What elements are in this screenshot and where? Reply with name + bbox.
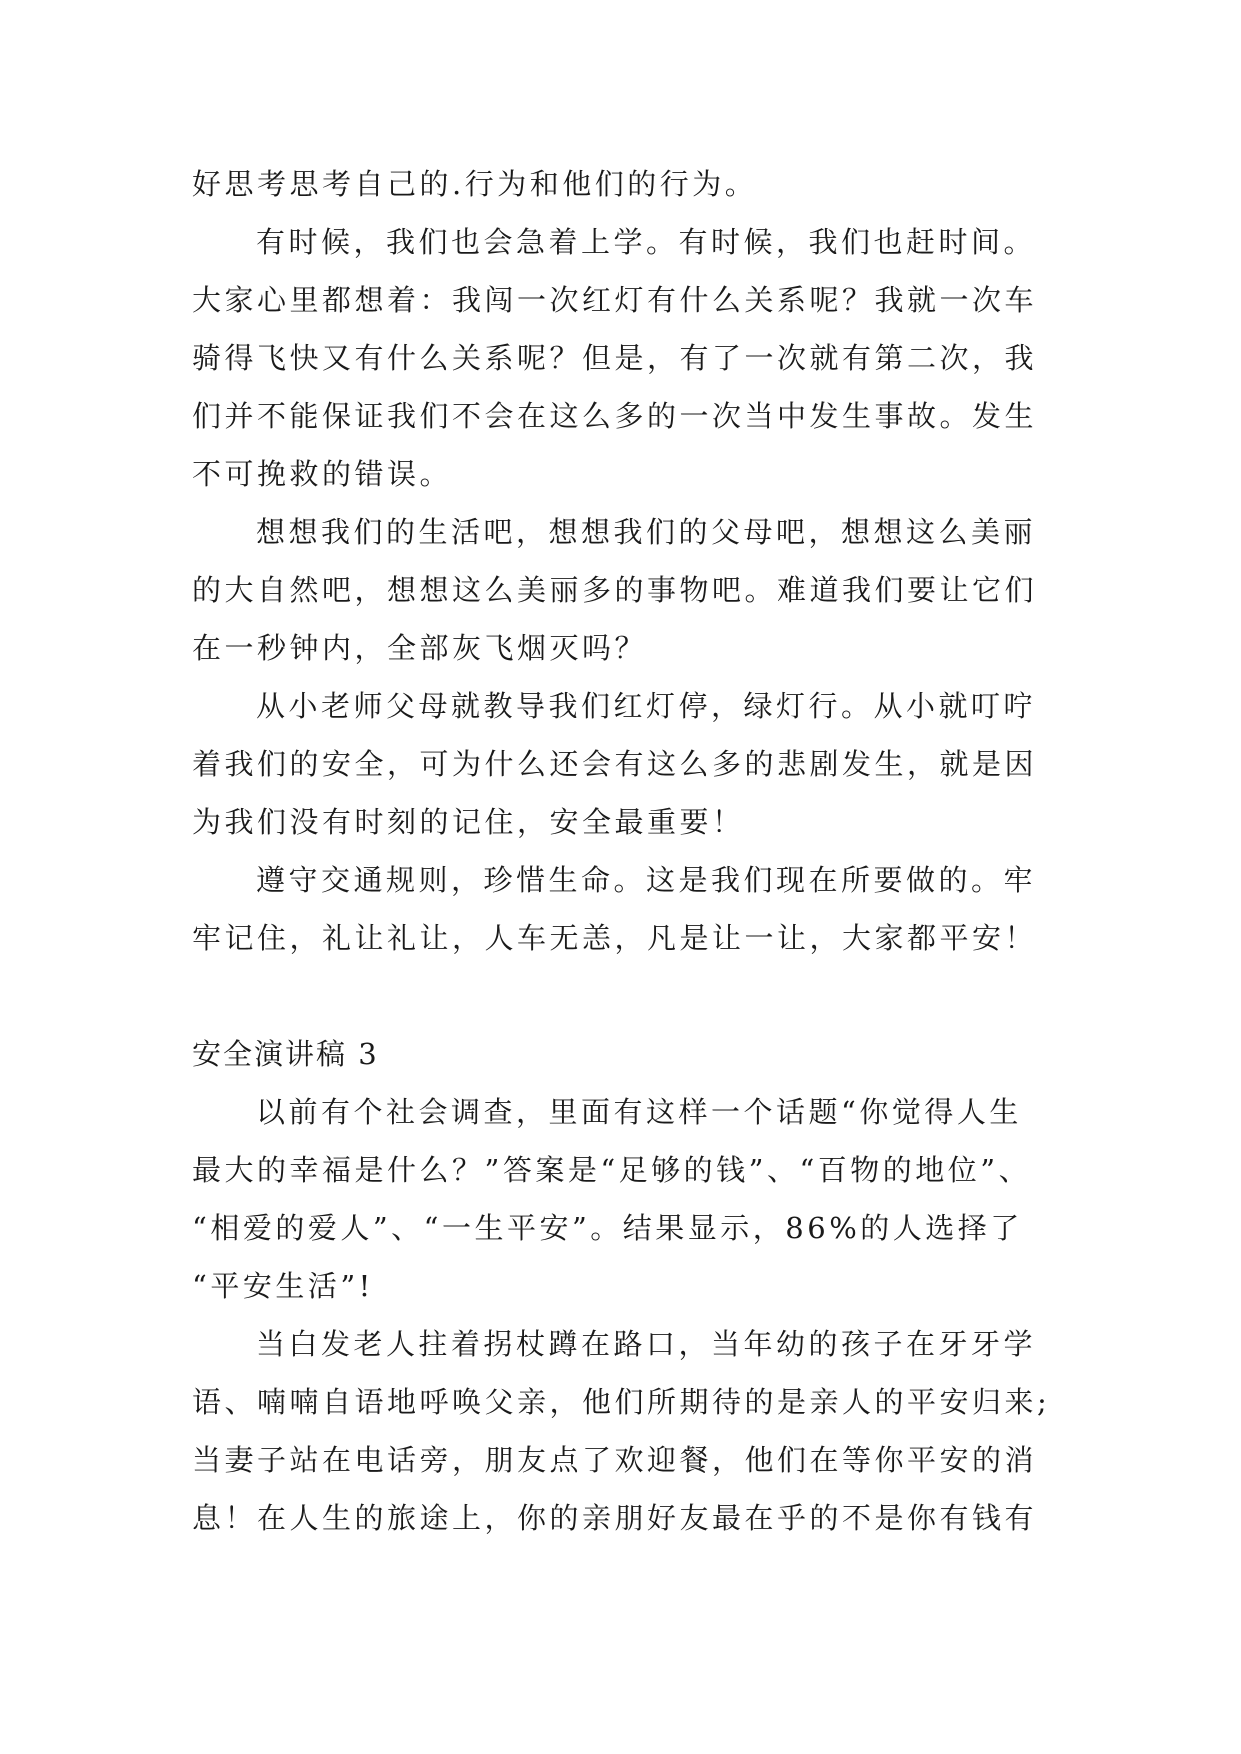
text-line: 为我们没有时刻的记住，安全最重要！ xyxy=(192,805,745,839)
text-line: 骑得飞快又有什么关系呢？但是，有了一次就有第二次，我 xyxy=(192,341,1038,375)
text-line: 语、喃喃自语地呼唤父亲，他们所期待的是亲人的平安归来; xyxy=(192,1385,1051,1419)
section-spacer xyxy=(192,967,1092,1025)
text-line: 们并不能保证我们不会在这么多的一次当中发生事故。发生 xyxy=(192,399,1038,433)
paragraph xyxy=(192,1315,1092,1547)
text-line: 着我们的安全，可为什么还会有这么多的悲剧发生，就是因 xyxy=(192,747,1038,781)
paragraph xyxy=(192,677,1092,851)
text-line: 有时候，我们也会急着上学。有时候，我们也赶时间。 xyxy=(256,225,1037,259)
text-line: 想想我们的生活吧，想想我们的父母吧，想想这么美丽 xyxy=(256,515,1037,549)
paragraph xyxy=(192,213,1092,503)
text-line: 在一秒钟内，全部灰飞烟灭吗？ xyxy=(192,631,648,665)
text-line: 牢记住，礼让礼让，人车无恙，凡是让一让，大家都平安！ xyxy=(192,921,1038,955)
document-body xyxy=(192,155,1092,1547)
text-line: 以前有个社会调查，里面有这样一个话题“你觉得人生 xyxy=(256,1095,1022,1129)
text-line: 当白发老人拄着拐杖蹲在路口，当年幼的孩子在牙牙学 xyxy=(256,1327,1037,1361)
text-line: 息！在人生的旅途上，你的亲朋好友最在乎的不是你有钱有 xyxy=(192,1501,1038,1535)
text-line: 从小老师父母就教导我们红灯停，绿灯行。从小就叮咛 xyxy=(256,689,1037,723)
text-line: 大家心里都想着：我闯一次红灯有什么关系呢？我就一次车 xyxy=(192,283,1038,317)
text-line: 遵守交通规则，珍惜生命。这是我们现在所要做的。牢 xyxy=(256,863,1037,897)
text-line: 当妻子站在电话旁，朋友点了欢迎餐，他们在等你平安的消 xyxy=(192,1443,1038,1477)
text-line: “相爱的爱人”、“一生平安”。结果显示，86%的人选择了 xyxy=(192,1211,1023,1245)
text-line: 的大自然吧，想想这么美丽多的事物吧。难道我们要让它们 xyxy=(192,573,1038,607)
text-line: 最大的幸福是什么？”答案是“足够的钱”、“百物的地位”、 xyxy=(192,1153,1032,1187)
paragraph xyxy=(192,503,1092,677)
section-title: 安全演讲稿 3 xyxy=(192,1037,379,1071)
text-line: “平安生活”! xyxy=(192,1269,374,1303)
text-line: 好思考思考自己的.行为和他们的行为。 xyxy=(192,167,758,201)
paragraph xyxy=(192,1083,1092,1315)
text-line: 不可挽救的错误。 xyxy=(192,457,453,491)
paragraph xyxy=(192,851,1092,967)
